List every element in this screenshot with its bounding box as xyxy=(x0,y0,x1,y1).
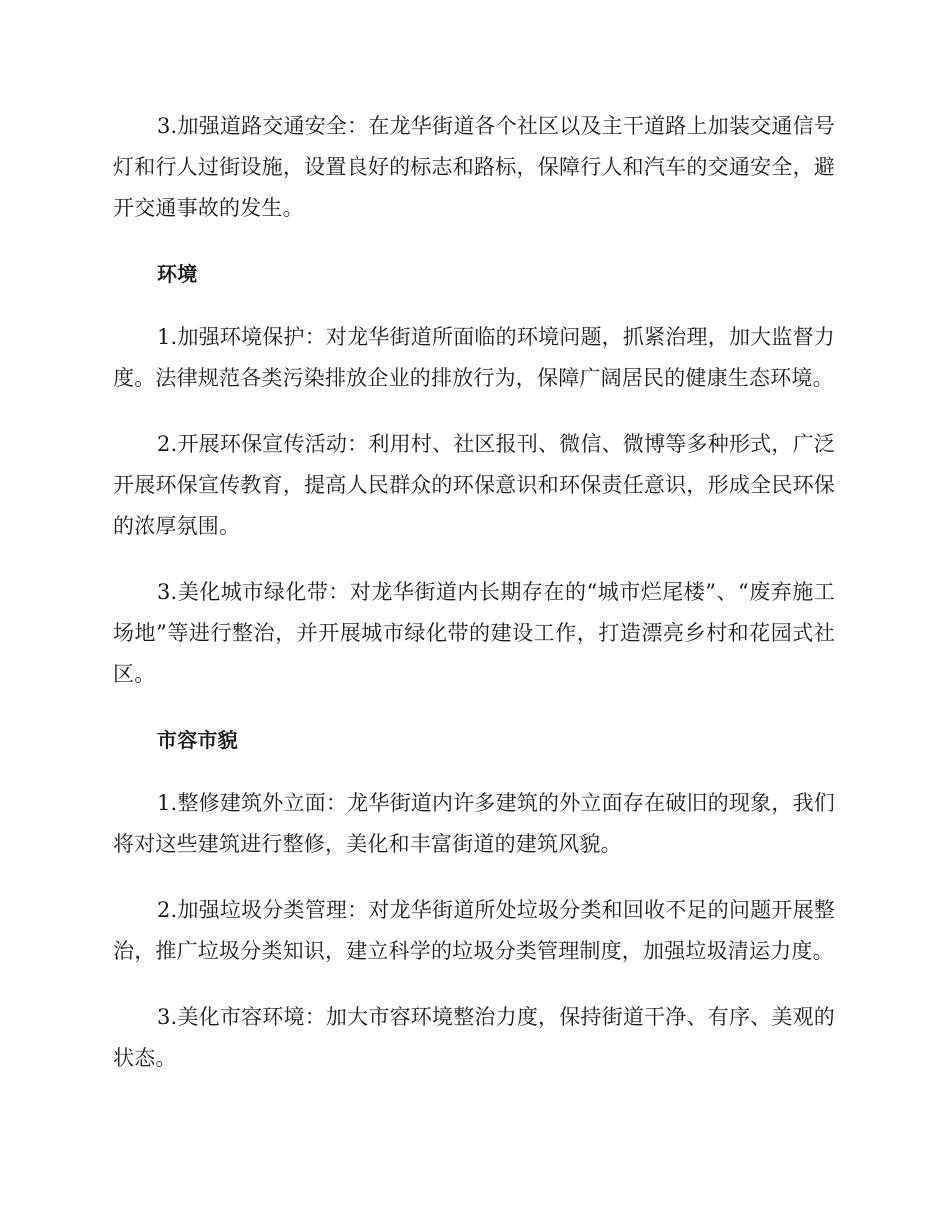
heading-city-appearance: 市容市貌 xyxy=(157,728,238,752)
paragraph-garbage-sorting: 2.加强垃圾分类管理：对龙华街道所处垃圾分类和回收不足的问题开展整治，推广垃圾分类知识，建立科学的垃圾分类管理制度，加强垃圾清运力度。 xyxy=(113,898,835,963)
paragraph-city-environment: 3.美化市容环境：加大市容环境整治力度，保持街道干净、有序、美观的状态。 xyxy=(113,1005,835,1070)
heading-environment: 环境 xyxy=(157,262,198,286)
paragraph-building-facade: 1.整修建筑外立面：龙华街道内许多建筑的外立面存在破旧的现象，我们将对这些建筑进行整修，美化和丰富街道的建筑风貌。 xyxy=(113,791,835,856)
paragraph-environment-protection: 1.加强环境保护：对龙华街道所面临的环境问题，抓紧治理，加大监督力度。法律规范各类污染排放企业的排放行为，保障广阔居民的健康生态环境。 xyxy=(113,325,835,390)
document-page xyxy=(113,106,835,1104)
paragraph-environment-publicity: 2.开展环保宣传活动：利用村、社区报刊、微信、微博等多种形式，广泛开展环保宣传教育，提高人民群众的环保意识和环保责任意识，形成全民环保的浓厚氛围。 xyxy=(113,432,835,538)
paragraph-greenbelt: 3.美化城市绿化带：对龙华街道内长期存在的“城市烂尾楼”、“废弃施工场地”等进行整治，并开展城市绿化带的建设工作，打造漂亮乡村和花园式社区。 xyxy=(113,580,835,686)
paragraph-traffic-safety: 3.加强道路交通安全：在龙华街道各个社区以及主干道路上加装交通信号灯和行人过街设施，设置良好的标志和路标，保障行人和汽车的交通安全，避开交通事故的发生。 xyxy=(113,114,835,220)
